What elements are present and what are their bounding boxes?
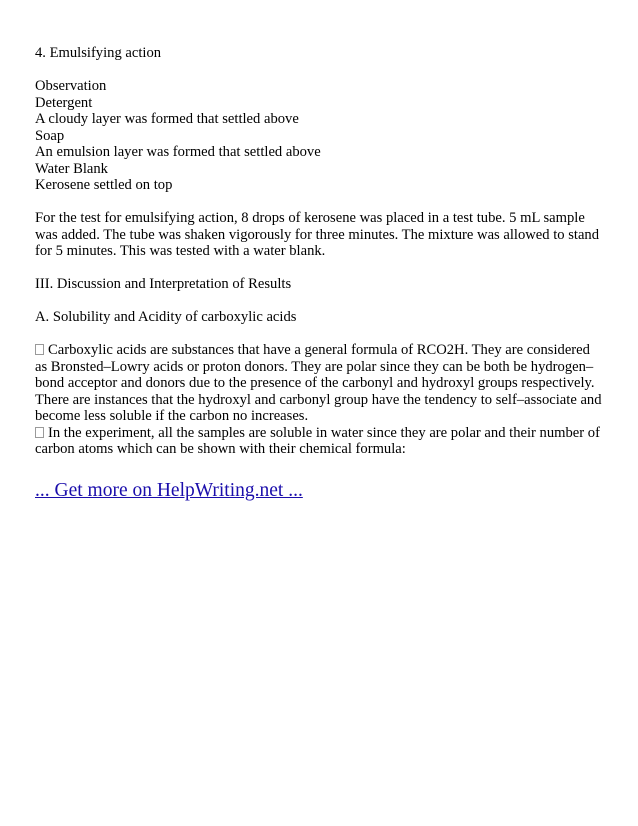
procedure-paragraph — [35, 210, 605, 260]
heading-emulsifying-text: 4. Emulsifying action — [35, 45, 162, 61]
observation-line: A cloudy layer was formed that settled above — [35, 111, 299, 127]
section-heading-solubility — [35, 309, 605, 326]
document-page — [35, 45, 605, 502]
observation-line: Soap — [35, 127, 65, 144]
missing-glyph-icon — [35, 344, 44, 355]
observation-line: Water Blank — [35, 160, 108, 177]
procedure-text: For the test for emulsifying action, 8 drops of kerosene was placed in a test tube. 5 mL sample was added. The tube was shaken vigorously for three minutes. The mixture was allowed to stand for 5 minutes. This was tested with a water blank. — [35, 210, 600, 259]
section-heading-discussion — [35, 276, 605, 293]
heading-solubility-text: A. Solubility and Acidity of carboxylic acids — [35, 309, 297, 325]
bullet-text: In the experiment, all the samples are soluble in water since they are polar and their number of carbon atoms which can be shown with their chemical formula: — [35, 424, 600, 457]
bullet-list — [35, 342, 605, 458]
bullet-item — [35, 342, 605, 425]
observation-list — [35, 78, 605, 194]
heading-discussion-text: III. Discussion and Interpretation of Results — [35, 276, 292, 292]
bullet-text: Carboxylic acids are substances that have a general formula of RCO2H. They are considered as Bronsted–Lowry acids or proton donors. They are polar since they can be both be hydrogen–bond acceptor and donors due to the presence of the carbonyl and hydroxyl groups respectively. There are instances that the hydroxyl and carbonyl group have the tendency to self–associate and become less soluble if the carbon no increases. — [35, 342, 602, 424]
bullet-item — [35, 425, 605, 458]
section-heading-emulsifying — [35, 45, 605, 62]
observation-line: An emulsion layer was formed that settled above — [35, 144, 321, 160]
observation-line: Kerosene settled on top — [35, 177, 173, 193]
get-more-link[interactable]: ... Get more on HelpWriting.net ... — [35, 480, 303, 501]
missing-glyph-icon — [35, 427, 44, 438]
observation-line: Observation — [35, 78, 107, 94]
observation-line: Detergent — [35, 94, 93, 111]
